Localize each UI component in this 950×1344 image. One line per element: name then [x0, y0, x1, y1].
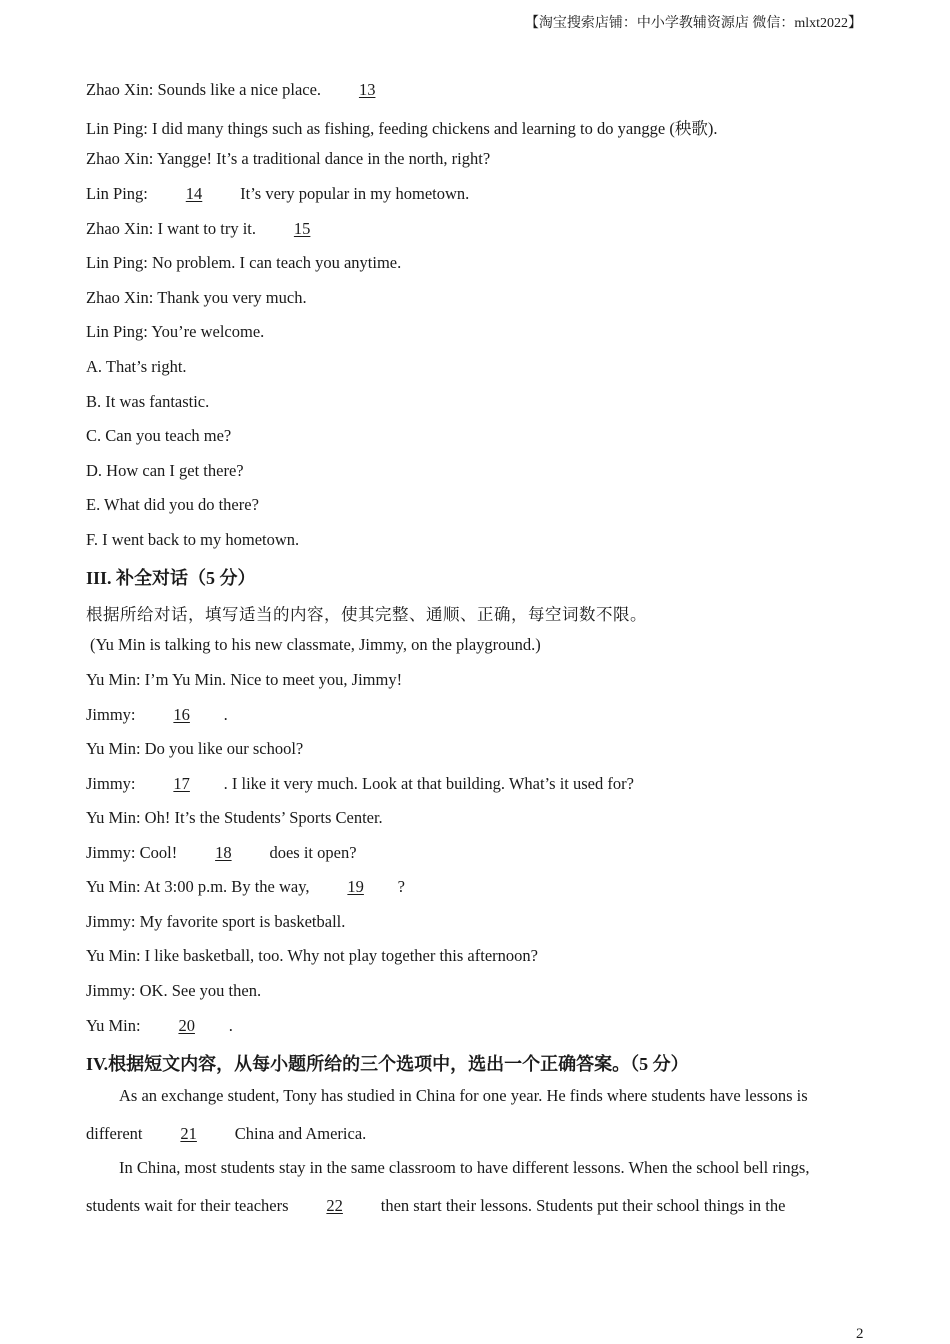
blank-19[interactable]: 19 — [347, 877, 364, 896]
dialogue-line: Zhao Xin: Yangge! It’s a traditional dance in the north, right? — [86, 149, 491, 168]
passage-line: As an exchange student, Tony has studied in China for one year. He finds where students have lessons is — [119, 1086, 808, 1105]
dialogue-line-17: Jimmy: 17 . I like it very much. Look at that building. What’s it used for? — [86, 774, 634, 793]
section-4-title: IV.根据短文内容，从每小题所给的三个选项中，选出一个正确答案。（5 分） — [86, 1054, 689, 1074]
option-c: C. Can you teach me? — [86, 426, 232, 445]
dialogue-line: Yu Min: I’m Yu Min. Nice to meet you, Jimmy! — [86, 670, 403, 689]
dialogue-line-19: Yu Min: At 3:00 p.m. By the way, 19 ? — [86, 877, 405, 896]
passage-line-21: different 21 China and America. — [86, 1124, 367, 1143]
blank-22[interactable]: 22 — [326, 1196, 343, 1215]
blank-17[interactable]: 17 — [173, 774, 190, 793]
dialogue-line-14: Lin Ping: 14 It’s very popular in my hometown. — [86, 184, 470, 203]
option-a: A. That’s right. — [86, 357, 187, 376]
dialogue-line-18: Jimmy: Cool! 18 does it open? — [86, 843, 357, 862]
passage-line-22: students wait for their teachers 22 then start their lessons. Students put their school things in the — [86, 1196, 786, 1215]
dialogue-line: Jimmy: OK. See you then. — [86, 981, 262, 1000]
option-e: E. What did you do there? — [86, 495, 259, 514]
blank-20[interactable]: 20 — [178, 1016, 195, 1035]
dialogue-line-13: Zhao Xin: Sounds like a nice place. 13 — [86, 80, 409, 100]
page-header: 【淘宝搜索店铺：中小学教辅资源店 微信：mlxt2022】 — [524, 16, 862, 31]
blank-15[interactable]: 15 — [293, 219, 311, 238]
dialogue-line: Yu Min: Do you like our school? — [86, 739, 304, 758]
blank-14[interactable]: 14 — [185, 184, 203, 203]
blank-18[interactable]: 18 — [215, 843, 232, 862]
page-number: 2 — [856, 1326, 864, 1342]
dialogue-line-20: Yu Min: 20 . — [86, 1016, 233, 1035]
dialogue-line: Lin Ping: I did many things such as fishing, feeding chickens and learning to do yangge (秧歌). — [86, 119, 718, 138]
blank-13[interactable]: 13 — [358, 80, 376, 99]
blank-16[interactable]: 16 — [173, 705, 190, 724]
dialogue-line: Yu Min: I like basketball, too. Why not play together this afternoon? — [86, 946, 538, 965]
option-d: D. How can I get there? — [86, 461, 244, 480]
dialogue-line: Lin Ping: No problem. I can teach you anytime. — [86, 253, 402, 272]
section-3-context: (Yu Min is talking to his new classmate, Jimmy, on the playground.) — [90, 635, 541, 654]
dialogue-line: Zhao Xin: Thank you very much. — [86, 288, 307, 307]
dialogue-line: Yu Min: Oh! It’s the Students’ Sports Center. — [86, 808, 383, 827]
option-f: F. I went back to my hometown. — [86, 530, 300, 549]
dialogue-line-15: Zhao Xin: I want to try it. 15 — [86, 219, 344, 239]
option-b: B. It was fantastic. — [86, 392, 210, 411]
passage-line: In China, most students stay in the same classroom to have different lessons. When the school bell rings, — [119, 1158, 810, 1177]
dialogue-line: Lin Ping: You’re welcome. — [86, 322, 265, 341]
section-3-title: III. 补全对话（5 分） — [86, 568, 256, 588]
blank-21[interactable]: 21 — [180, 1124, 197, 1143]
dialogue-line: Jimmy: My favorite sport is basketball. — [86, 912, 346, 931]
dialogue-line-16: Jimmy: 16 . — [86, 705, 228, 724]
section-3-instruction: 根据所给对话，填写适当的内容，使其完整、通顺、正确，每空词数不限。 — [86, 605, 647, 624]
